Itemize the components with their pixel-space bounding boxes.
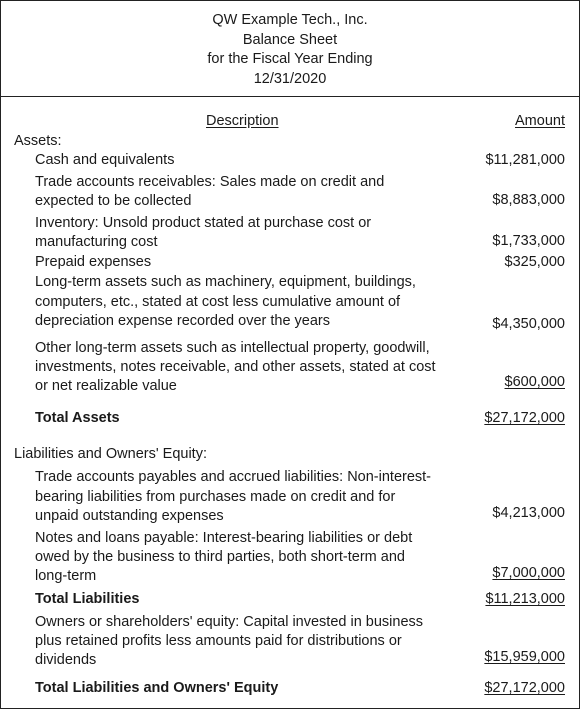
asset-amount: $600,000: [504, 374, 565, 390]
asset-line: manufacturing cost: [35, 234, 158, 250]
asset-amount: $8,883,000: [492, 192, 565, 208]
liability-line: long-term: [35, 568, 97, 584]
total-liabilities-amount: $11,213,000: [485, 591, 565, 607]
period-date: 12/31/2020: [253, 70, 327, 87]
grand-total-label: Total Liabilities and Owners' Equity: [35, 680, 279, 696]
asset-line: computers, etc., stated at cost less cumulative amount of: [35, 294, 401, 310]
liability-amount: $4,213,000: [492, 505, 565, 521]
assets-heading: Assets:: [14, 133, 62, 149]
asset-amount: $11,281,000: [485, 152, 565, 168]
asset-line: Inventory: Unsold product stated at purchase cost or: [35, 215, 372, 231]
liability-line: owed by the business to third parties, both short-term and: [35, 549, 405, 565]
sheet-title: Balance Sheet: [242, 31, 338, 48]
sheet-header: [1, 1, 579, 97]
liability-line: Trade accounts payables and accrued liabilities: Non-interest-: [35, 469, 432, 485]
asset-amount: $4,350,000: [492, 316, 565, 332]
asset-line: Cash and equivalents: [35, 152, 175, 168]
asset-line: Long-term assets such as machinery, equipment, buildings,: [35, 274, 416, 290]
asset-line: Other long-term assets such as intellectual property, goodwill,: [35, 340, 430, 356]
period-label: for the Fiscal Year Ending: [207, 51, 373, 67]
grand-total-amount: $27,172,000: [484, 680, 565, 696]
liability-line: bearing liabilities from purchases made on credit and for: [35, 489, 396, 505]
asset-line: expected to be collected: [35, 193, 192, 209]
asset-line: depreciation expense recorded over the years: [35, 313, 331, 329]
equity-line: Owners or shareholders' equity: Capital invested in business: [35, 614, 424, 630]
company-name: QW Example Tech., Inc.: [212, 12, 368, 28]
asset-amount: $1,733,000: [492, 233, 565, 249]
total-assets-label: Total Assets: [35, 410, 120, 426]
liability-line: Notes and loans payable: Interest-bearing liabilities or debt: [35, 530, 413, 546]
liabilities-heading: Liabilities and Owners' Equity:: [14, 446, 207, 462]
total-liabilities-label: Total Liabilities: [35, 591, 140, 607]
liability-line: unpaid outstanding expenses: [35, 508, 224, 524]
equity-amount: $15,959,000: [484, 649, 565, 665]
asset-line: or net realizable value: [35, 378, 177, 394]
equity-line: plus retained profits less amounts paid for distributions or: [35, 633, 402, 649]
asset-amount: $325,000: [504, 254, 565, 270]
equity-line: dividends: [35, 652, 97, 668]
liability-amount: $7,000,000: [492, 565, 565, 581]
total-assets-amount: $27,172,000: [484, 410, 565, 426]
column-amount: Amount: [515, 113, 565, 129]
asset-line: Prepaid expenses: [35, 254, 152, 270]
asset-line: Trade accounts receivables: Sales made on credit and: [35, 174, 385, 190]
column-description: Description: [206, 113, 279, 129]
asset-line: investments, notes receivable, and other assets, stated at cost: [35, 359, 436, 375]
